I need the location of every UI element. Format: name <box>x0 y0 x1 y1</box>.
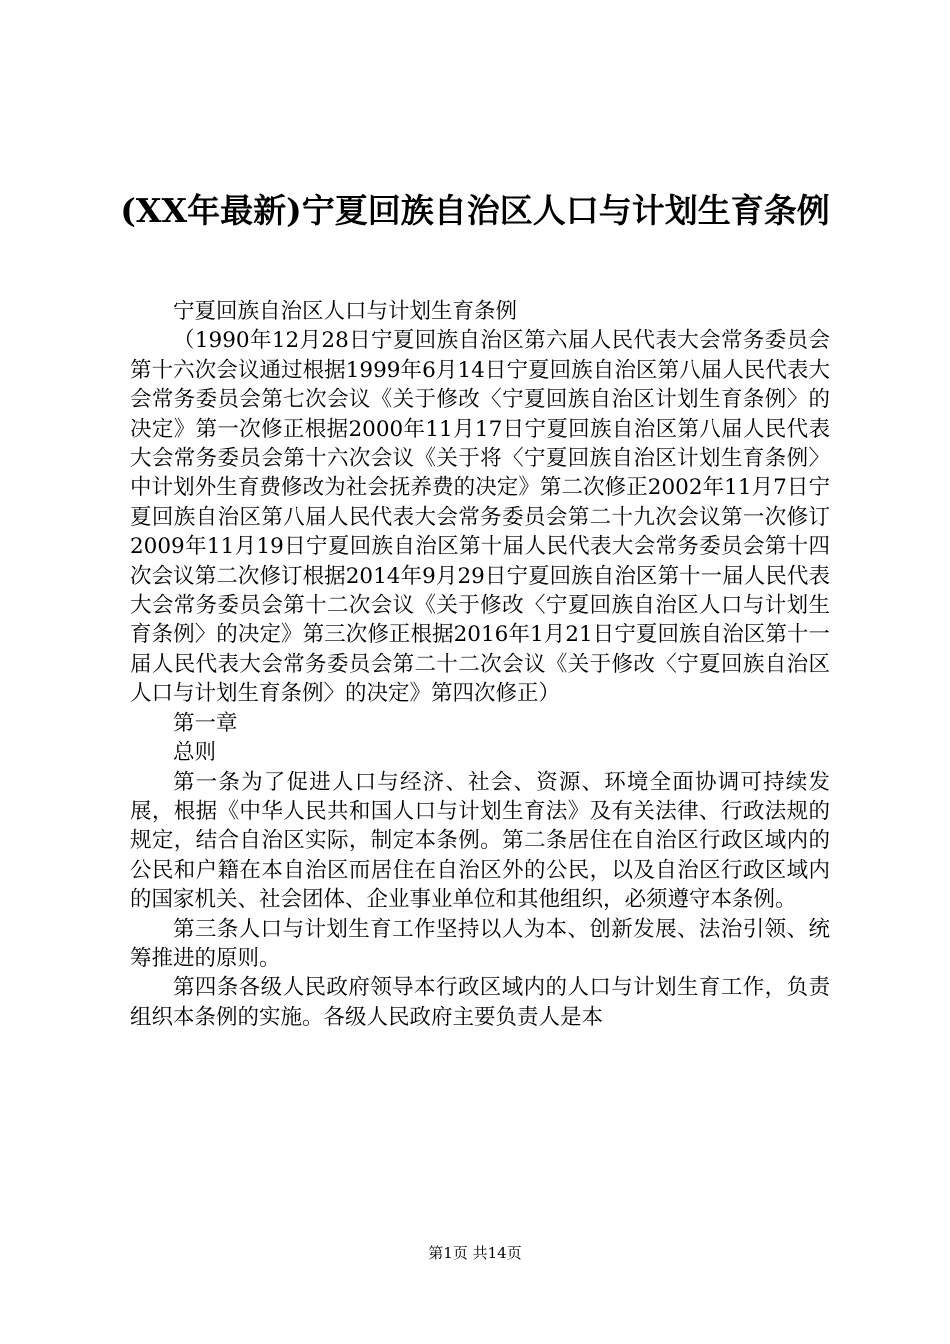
paragraph-amendment-history: （1990年12月28日宁夏回族自治区第六届人民代表大会常务委员会第十六次会议通过根据1999年6月14日宁夏回族自治区第八届人民代表大会常务委员会第七次会议《关于修改〈宁夏回族自治区计划生育条例〉的决定》第一次修正根据2000年11月17日宁夏回族自治区第八届人民代表大会常务委员会第十六次会议《关于将〈宁夏回族自治区计划生育条例〉中计划外生育费修改为社会抚养费的决定》第二次修正2002年11月7日宁夏回族自治区第八届人民代表大会常务委员会第二十九次会议第一次修订2009年11月19日宁夏回族自治区第十届人民代表大会常务委员会第十四次会议第二次修订根据2014年9月29日宁夏回族自治区第十一届人民代表大会常务委员会第十二次会议《关于修改〈宁夏回族自治区人口与计划生育条例〉的决定》第三次修正根据2016年1月21日宁夏回族自治区第十一届人民代表大会常务委员会第二十二次会议《关于修改〈宁夏回族自治区人口与计划生育条例〉的决定》第四次修正） <box>130 328 830 707</box>
chapter-number: 第一章 <box>173 710 238 736</box>
document-title: (XX年最新)宁夏回族自治区人口与计划生育条例 <box>120 191 830 230</box>
page-footer: 第1页 共14页 <box>428 1244 522 1262</box>
paragraph-law-name: 宁夏回族自治区人口与计划生育条例 <box>173 299 518 324</box>
chapter-title: 总则 <box>173 740 217 766</box>
paragraph-article-4: 第四条各级人民政府领导本行政区域内的人口与计划生育工作，负责组织本条例的实施。各级人民政府主要负责人是本 <box>130 975 830 1030</box>
paragraph-article-1-2: 第一条为了促进人口与经济、社会、资源、环境全面协调可持续发展，根据《中华人民共和国人口与计划生育法》及有关法律、行政法规的规定，结合自治区实际，制定本条例。第二条居住在自治区行政区域内的公民和户籍在本自治区而居住在自治区外的公民，以及自治区行政区域内的国家机关、社会团体、企业事业单位和其他组织，必须遵守本条例。 <box>130 769 830 913</box>
paragraph-article-3: 第三条人口与计划生育工作坚持以人为本、创新发展、法治引领、统筹推进的原则。 <box>130 916 830 971</box>
document-body <box>130 297 830 1032</box>
